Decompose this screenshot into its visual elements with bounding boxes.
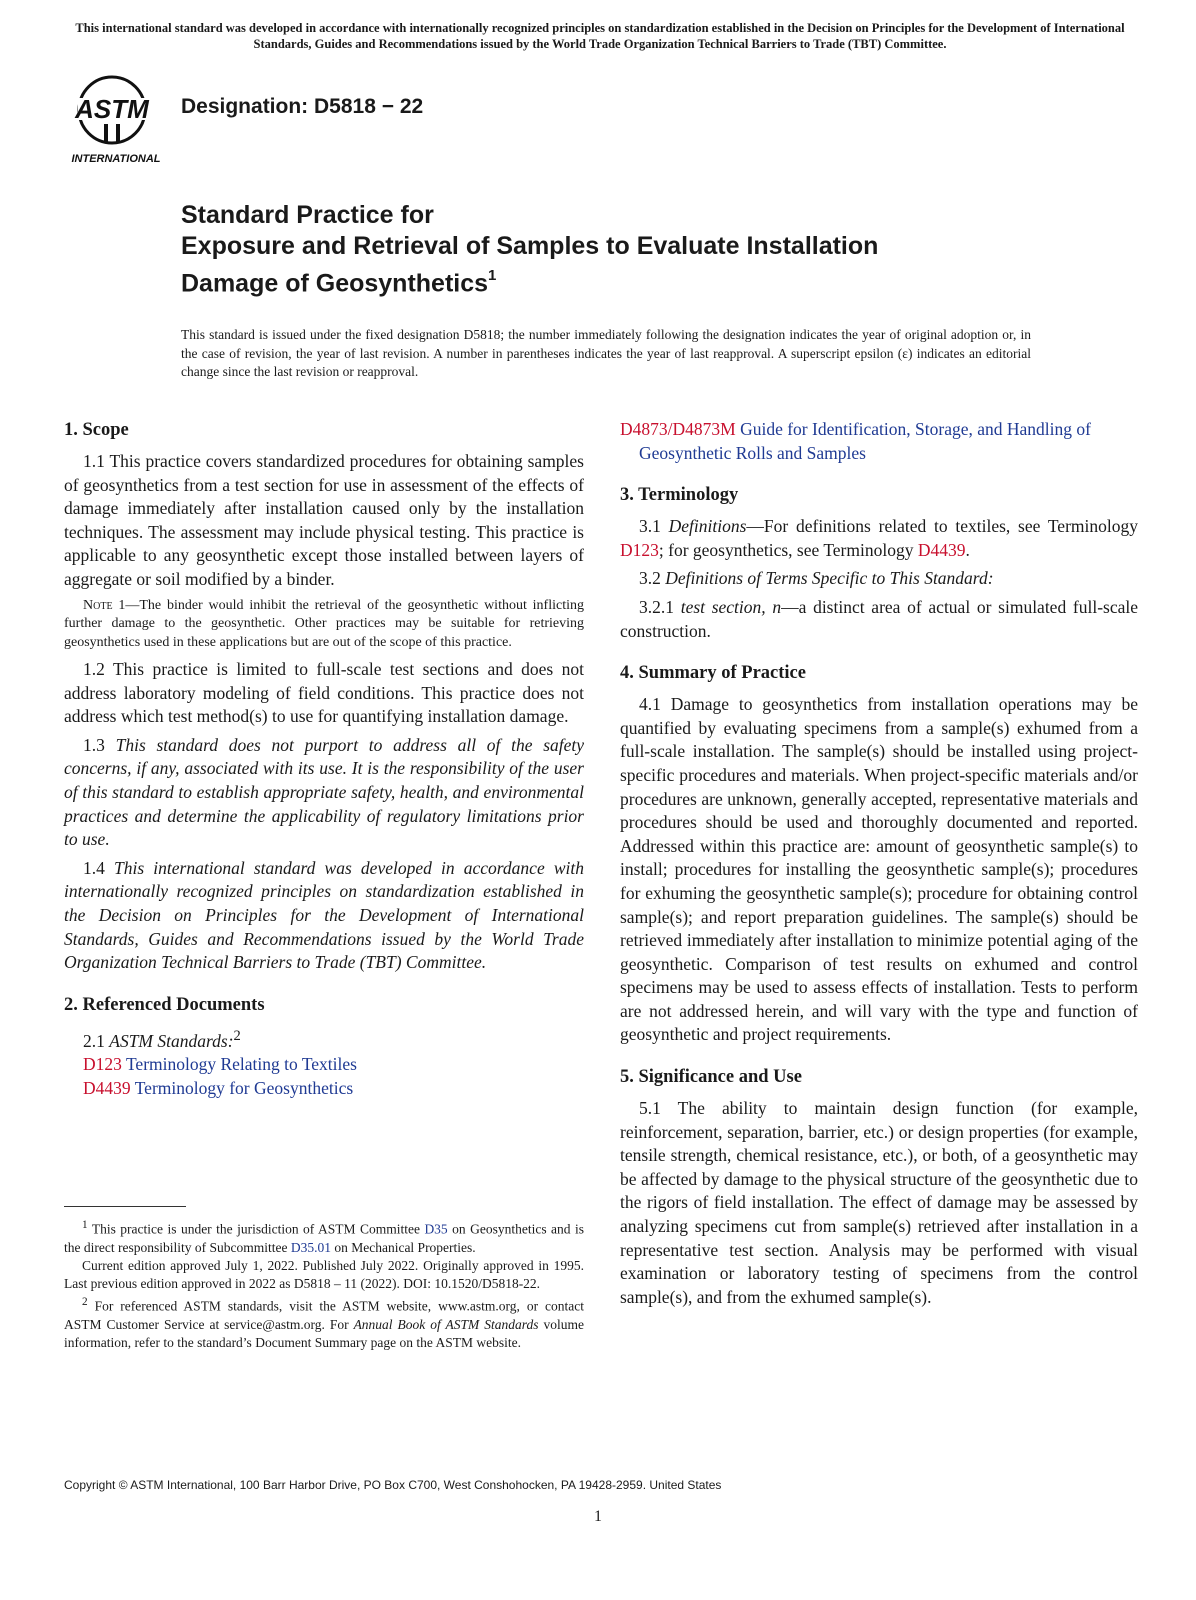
link-d35[interactable]: D35 — [424, 1221, 448, 1237]
logo-text: ASTM — [75, 94, 149, 124]
designation: Designation: D5818 − 22 — [181, 95, 424, 118]
link-d123[interactable]: D123 — [620, 539, 659, 560]
title-line-1: Standard Practice for — [181, 201, 434, 229]
copyright: Copyright © ASTM International, 100 Barr Harbor Drive, PO Box C700, West Conshohocken, PA 19428-2959. United States — [64, 1478, 722, 1492]
left-column — [64, 418, 584, 1100]
section-referenced-heading: 2. Referenced Documents — [64, 994, 265, 1015]
reference-d4873[interactable]: D4873/D4873M Guide for Identification, Storage, and Handling of Geosynthetic Rolls and Samples — [620, 419, 1091, 463]
issued-note: This standard is issued under the fixed designation D5818; the number immediately following the designation indicates the year of original adoption or, in the case of revision, the year of last revision. A number in parentheses indicates the year of last reapproval. A superscript epsilon (ε) indicates an editorial change since the last revision or reapproval. — [181, 327, 1031, 379]
section-terminology-heading: 3. Terminology — [620, 485, 739, 506]
paragraph-1-2: 1.2 This practice is limited to full-scale test sections and does not address laboratory modeling of field conditions. This practice does not address which test method(s) to use for quantifying installation damage. — [64, 659, 584, 727]
right-column — [620, 418, 1138, 1314]
paragraph-3-1: 3.1 Definitions—For definitions related to textiles, see Terminology D123; for geosynthetics, see Terminology D4439. — [620, 516, 1138, 560]
section-significance-heading: 5. Significance and Use — [620, 1067, 802, 1088]
section-summary-heading: 4. Summary of Practice — [620, 663, 806, 684]
document-title — [181, 200, 1081, 299]
astm-logo — [66, 72, 170, 166]
footnote-2: $^2$ For referenced ASTM standards, visit the ASTM website, www.astm.org, or contact ASTM Customer Service at service@astm.org. For Annual Book of ASTM Standards volume information, refer to the standard’s Document Summary page on the ASTM website. — [64, 1296, 584, 1351]
logo-subtext: INTERNATIONAL — [71, 153, 161, 165]
reference-d4439[interactable]: D4439 Terminology for Geosynthetics — [83, 1077, 354, 1098]
footnotes — [64, 1216, 584, 1352]
wto-notice: This international standard was developed in accordance with internationally recognized principles on standardization established in the Decision on Principles for the Development of International Standards, Guides and Recommendations issued by the World Trade Organization Technical Barriers to Trade (TBT) Committee. — [75, 21, 1125, 51]
paragraph-2-1: 2.1 ASTM Standards:$^2$ — [83, 1027, 241, 1051]
footnote-divider — [64, 1206, 186, 1207]
note-1 — [64, 597, 584, 653]
note-label: Note 1 — [83, 597, 126, 613]
title-footnote-mark: 1 — [488, 267, 497, 284]
paragraph-3-2: 3.2 Definitions of Terms Specific to This Standard: — [639, 568, 994, 589]
paragraph-3-2-1: 3.2.1 test section, n—a distinct area of actual or simulated full-scale construction. — [620, 596, 1138, 641]
paragraph-1-3: 1.3 This standard does not purport to address all of the safety concerns, if any, associated with its use. It is the responsibility of the user of this standard to establish appropriate safety, health, and environmental practices and determine the applicability of regulatory limitations prior to use. — [64, 734, 585, 850]
paragraph-4-1: 4.1 Damage to geosynthetics from installation operations may be quantified by evaluating specimens from a sample(s) exhumed from a full-scale installation. The sample(s) should be installed using project-specific procedures and materials. When project-specific materials and/or procedures are unknown, generally accepted, representative materials and procedures should be used and thoroughly documented and reported. Addressed within this practice are: amount of geosynthetic sample(s) to install; procedures for installing the geosynthetic sample(s); procedures for exhuming the geosynthetic sample(s); procedure for obtaining control sample(s); and report preparation guidelines. The sample(s) should be retrieved immediately after installation to minimize potential aging of the geosynthetic. Comparison of test results on exhumed and control specimens may be used to assess effects of installation. Tests to perform are not addressed herein, and will vary with the type and function of geosynthetic and project requirements. — [620, 694, 1138, 1045]
footnote-1-edition: Current edition approved July 1, 2022. Published July 2022. Originally approved in 1995. Last previous edition approved in 2022 as D5818 – 11 (2022). DOI: 10.1520/D5818-22. — [64, 1257, 584, 1292]
title-line-2: Exposure and Retrieval of Samples to Evaluate Installation — [181, 232, 879, 260]
reference-d123[interactable]: D123 Terminology Relating to Textiles — [83, 1054, 357, 1075]
paragraph-1-1: 1.1 This practice covers standardized procedures for obtaining samples of geosynthetics from a test section for use in assessment of the effects of damage immediately after installation caused only by the installation techniques. The assessment may include physical testing. This practice is applicable to any geosynthetic except those installed between layers of aggregate or soil modified by a binder. — [64, 451, 584, 589]
paragraph-5-1: 5.1 The ability to maintain design function (for example, reinforcement, separation, barrier, etc.) or design properties (for example, tensile strength, chemical resistance, etc.), or both, of a geosynthetic may be affected by damage to the physical structure of the geosynthetic due to the rigors of field installation. The effect of damage may be assessed by analyzing specimens cut from sample(s) retrieved after installation in a representative test section. Analysis may be performed with visual examination or laboratory testing of specimens from the control sample(s), and from the exhumed sample(s). — [620, 1098, 1138, 1307]
section-scope-heading: 1. Scope — [64, 420, 129, 440]
paragraph-1-4: 1.4 This international standard was developed in accordance with internationally recognized principles on standardization established in the Decision on Principles for the Development of International Standards, Guides and Recommendations issued by the World Trade Organization Technical Barriers to Trade (TBT) Committee. — [64, 857, 585, 973]
link-d4439[interactable]: D4439 — [917, 539, 966, 560]
footnote-1: $^1$ This practice is under the jurisdiction of ASTM Committee D35 on Geosynthetics and is the direct responsibility of Subcommittee D35.01 on Mechanical Properties. — [64, 1219, 585, 1255]
link-d35-01[interactable]: D35.01 — [290, 1239, 331, 1255]
page-number: 1 — [594, 1508, 602, 1525]
title-line-3: Damage of Geosynthetics$^1$ — [181, 267, 497, 298]
note-text: —The binder would inhibit the retrieval of the geosynthetic without inflicting further damage to the geosynthetic. Other practices may be suitable for retrieving geosynthetics used in these applications but are out of the scope of this practice. — [64, 597, 584, 650]
